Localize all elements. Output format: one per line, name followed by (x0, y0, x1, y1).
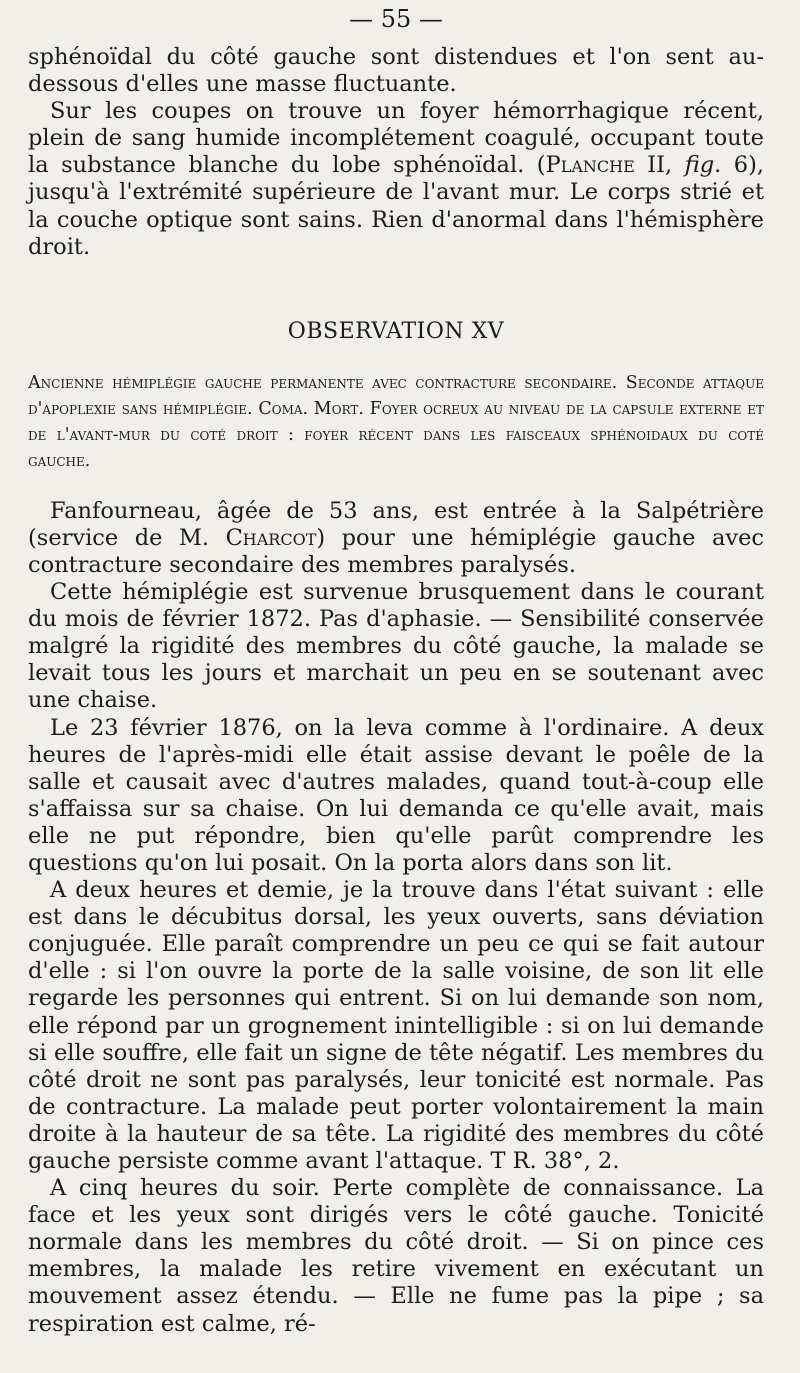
observation-summary: Ancienne hémiplégie gauche permanente avec contracture secondaire. Seconde attaque d'apoplexie sans hémiplégie. Coma. Mort. Foyer ocreux au niveau de la capsule externe et de l'avant-mur du coté droit : foyer récent dans les faisceaux sphénoidaux du coté gauche. (28, 372, 764, 471)
physician-name: Charcot (225, 524, 317, 551)
paragraph-text: II, (634, 152, 685, 179)
paragraph-text: Fanfourneau, âgée de 53 ans, est entrée à la Salpétrière (service de M. (28, 497, 764, 551)
paragraph-autopsy-findings (28, 98, 764, 261)
figure-reference: fig. (684, 152, 722, 179)
plate-reference: Planche (545, 152, 635, 179)
page-number: — 55 — (349, 5, 443, 33)
paragraph-history: Cette hémiplégie est survenue brusquement dans le courant du mois de février 1872. Pas d'aphasie. — Sensibilité conservée malgré la rigidité des membres du côté gauche, la malade se levait tous les jours et marchait un peu en se soutenant avec une chaise. (28, 579, 764, 714)
paragraph-continuation: sphénoïdal du côté gauche sont distendues et l'on sent au-dessous d'elles une masse fluctuante. (28, 44, 764, 98)
paragraph-second-attack: Le 23 février 1876, on la leva comme à l'ordinaire. A deux heures de l'après-midi elle était assise devant le poêle de la salle et causait avec d'autres malades, quand tout-à-coup elle s'affaissa sur sa chaise. On lui demanda ce qu'elle avait, mais elle ne put répondre, bien qu'elle parût comprendre les questions qu'on lui posait. On la porta alors dans son lit. (28, 714, 764, 876)
paragraph-text: ) pour une hémiplégie gauche avec contracture secondaire des membres paralysés. (28, 524, 764, 578)
paragraph-examination: A deux heures et demie, je la trouve dans l'état suivant : elle est dans le décubitus dorsal, les yeux ouverts, sans déviation conjuguée. Elle paraît comprendre un peu ce qui se fait autour d'elle : si l'on ouvre la porte de la salle voisine, de son lit elle regarde les personnes qui entrent. Si on lui demande son nom, elle répond par un grognement inintelligible : si on lui demande si elle souffre, elle fait un signe de tête négatif. Les membres du côté droit ne sont pas paralysés, leur tonicité est normale. Pas de contracture. La malade peut porter volontairement la main droite à la hauteur de sa tête. La rigidité des membres du côté gauche persiste comme avant l'attaque. T R. 38°, 2. (28, 877, 764, 1174)
paragraph-text: 6), jusqu'à l'extrémité supérieure de l'avant mur. Le corps strié et la couche optique sont sains. Rien d'anormal dans l'hémisphère droit. (28, 152, 764, 260)
paragraph-evening-state: A cinq heures du soir. Perte complète de connaissance. La face et les yeux sont dirigés vers le côté gauche. Tonicité normale dans les membres du côté droit. — Si on pince ces membres, la malade les retire vivement en exécutant un mouvement assez étendu. — Elle ne fume pas la pipe ; sa respiration est calme, ré- (28, 1175, 764, 1337)
observation-title: OBSERVATION XV (287, 318, 505, 344)
paragraph-text: Sur les coupes on trouve un foyer hémorrhagique récent, plein de sang humide incomplétement coagulé, occupant toute la substance blanche du lobe sphénoïdal. ( (28, 98, 764, 179)
paragraph-patient-intro (28, 498, 764, 579)
